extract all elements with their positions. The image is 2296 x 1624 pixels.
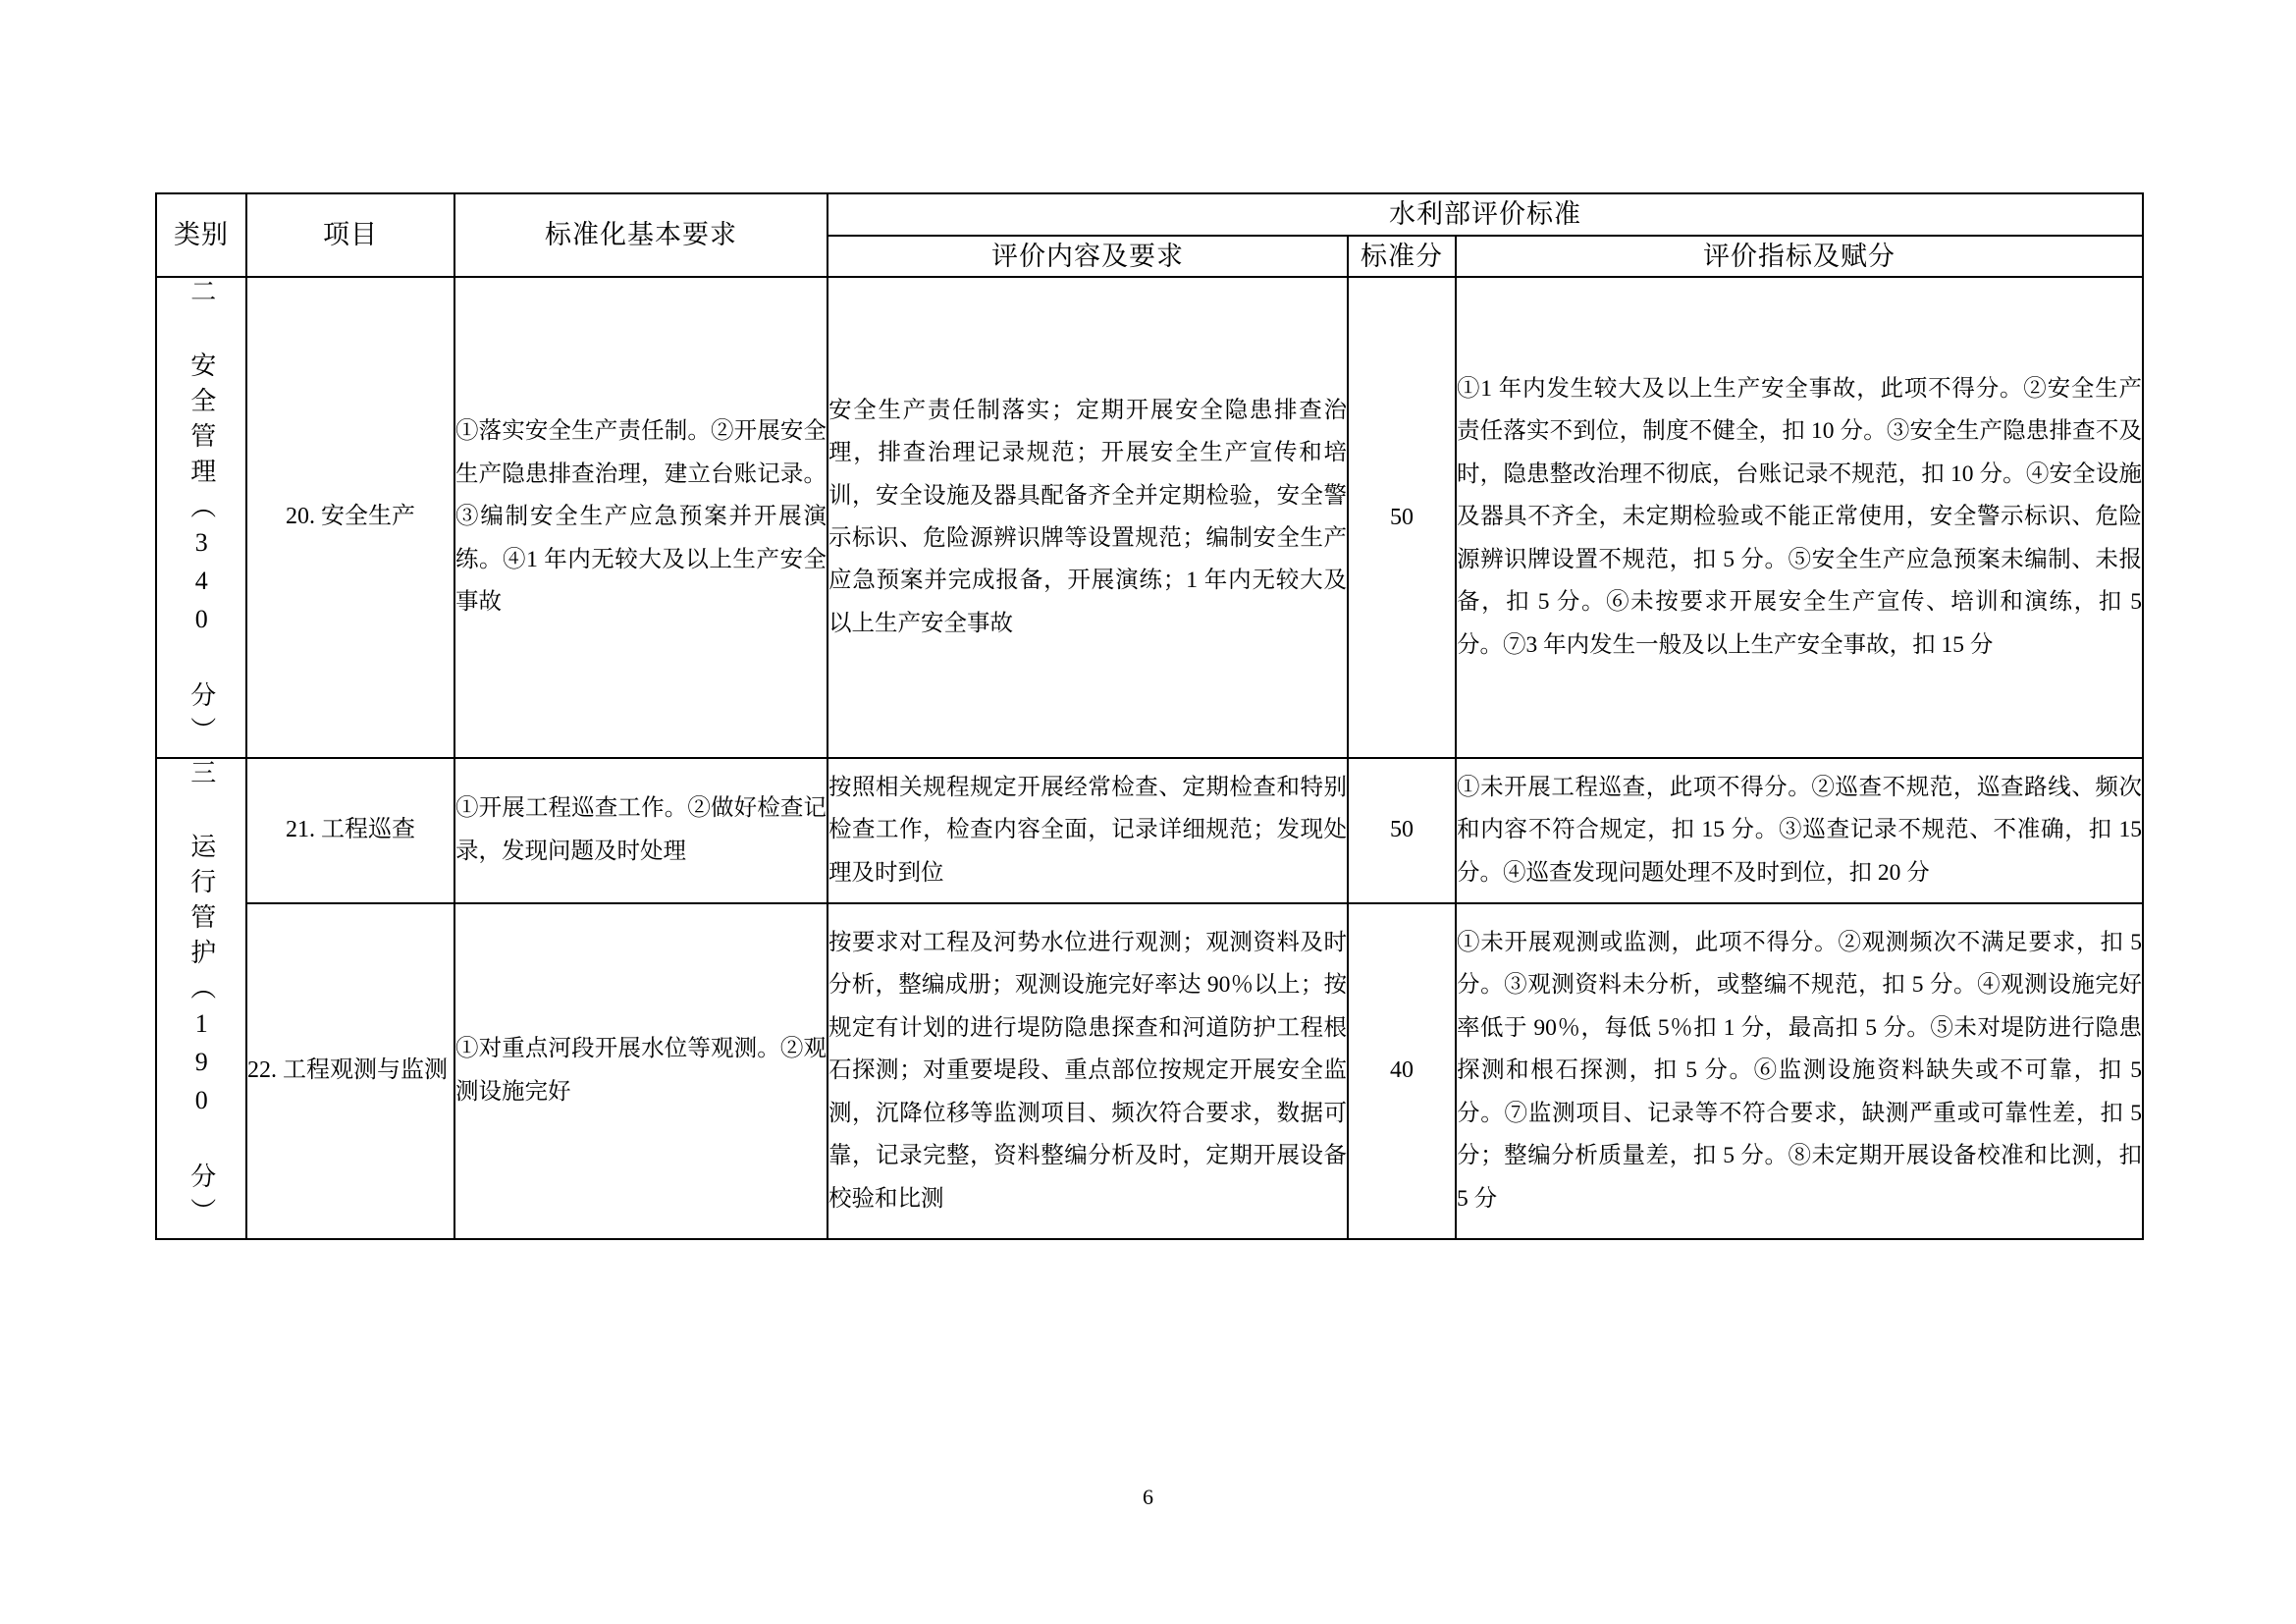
header-score: 标准分	[1348, 236, 1456, 278]
header-category: 类别	[156, 193, 246, 277]
item-cell-safety-production: 20. 安全生产	[246, 277, 454, 758]
index-project-inspection: ①未开展工程巡查，此项不得分。②巡查不规范，巡查路线、频次和内容不符合规定，扣 15 分。③巡查记录不规范、不准确，扣 15 分。④巡查发现问题处理不及时到位，扣 20 分	[1456, 758, 2143, 903]
item-cell-observation-monitoring: 22. 工程观测与监测	[246, 903, 454, 1239]
header-content: 评价内容及要求	[828, 236, 1348, 278]
header-index: 评价指标及赋分	[1456, 236, 2143, 278]
evaluation-table	[155, 192, 2144, 1240]
header-item: 项目	[246, 193, 454, 277]
score-project-inspection: 50	[1348, 758, 1456, 903]
index-safety-production: ①1 年内发生较大及以上生产安全事故，此项不得分。②安全生产责任落实不到位，制度不健全，扣 10 分。③安全生产隐患排查不及时，隐患整改治理不彻底，台账记录不规范，扣 10 分。④安全设施及器具不齐全，未定期检验或不能正常使用，安全警示标识、危险源辨识牌设置不规范，扣 5 分。⑤安全生产应急预案未编制、未报备，扣 5 分。⑥未按要求开展安全生产宣传、培训和演练，扣 5 分。⑦3 年内发生一般及以上生产安全事故，扣 15 分	[1456, 277, 2143, 758]
category-cell-safety	[156, 277, 246, 758]
content-safety-production: 安全生产责任制落实；定期开展安全隐患排查治理，排查治理记录规范；开展安全生产宣传和培训，安全设施及器具配备齐全并定期检验，安全警示标识、危险源辨识牌等设置规范；编制安全生产应急预案并完成报备，开展演练；1 年内无较大及以上生产安全事故	[828, 277, 1348, 758]
table-row	[156, 277, 2143, 758]
category-cell-operation	[156, 758, 246, 1239]
table-row	[156, 903, 2143, 1239]
score-observation-monitoring: 40	[1348, 903, 1456, 1239]
index-observation-monitoring: ①未开展观测或监测，此项不得分。②观测频次不满足要求，扣 5 分。③观测资料未分析，或整编不规范，扣 5 分。④观测设施完好率低于 90％，每低 5％扣 1 分，最高扣 5 分。⑤未对堤防进行隐患探测和根石探测，扣 5 分。⑥监测设施资料缺失或不可靠，扣 5 分。⑦监测项目、记录等不符合要求，缺测严重或可靠性差，扣 5 分；整编分析质量差，扣 5 分。⑧未定期开展设备校准和比测，扣 5 分	[1456, 903, 2143, 1239]
header-basic-requirement: 标准化基本要求	[454, 193, 828, 277]
basic-requirement-project-inspection: ①开展工程巡查工作。②做好检查记录，发现问题及时处理	[454, 758, 828, 903]
evaluation-table-wrapper	[155, 192, 2142, 1240]
table-header-row-top	[156, 193, 2143, 236]
header-ministry-standard: 水利部评价标准	[828, 193, 2143, 236]
page-number: 6	[1143, 1485, 1153, 1509]
score-safety-production: 50	[1348, 277, 1456, 758]
table-row	[156, 758, 2143, 903]
content-project-inspection: 按照相关规程规定开展经常检查、定期检查和特别检查工作，检查内容全面，记录详细规范；发现处理及时到位	[828, 758, 1348, 903]
category-label: 二 安全管理（340 分）	[187, 278, 216, 752]
basic-requirement-observation-monitoring: ①对重点河段开展水位等观测。②观测设施完好	[454, 903, 828, 1239]
category-label: 三 运行管护（190 分）	[187, 759, 216, 1233]
basic-requirement-safety-production: ①落实安全生产责任制。②开展安全生产隐患排查治理，建立台账记录。③编制安全生产应急预案并开展演练。④1 年内无较大及以上生产安全事故	[454, 277, 828, 758]
item-cell-project-inspection: 21. 工程巡查	[246, 758, 454, 903]
content-observation-monitoring: 按要求对工程及河势水位进行观测；观测资料及时分析，整编成册；观测设施完好率达 90％以上；按规定有计划的进行堤防隐患探查和河道防护工程根石探测；对重要堤段、重点部位按规定开展安全监测，沉降位移等监测项目、频次符合要求，数据可靠，记录完整，资料整编分析及时，定期开展设备校验和比测	[828, 903, 1348, 1239]
